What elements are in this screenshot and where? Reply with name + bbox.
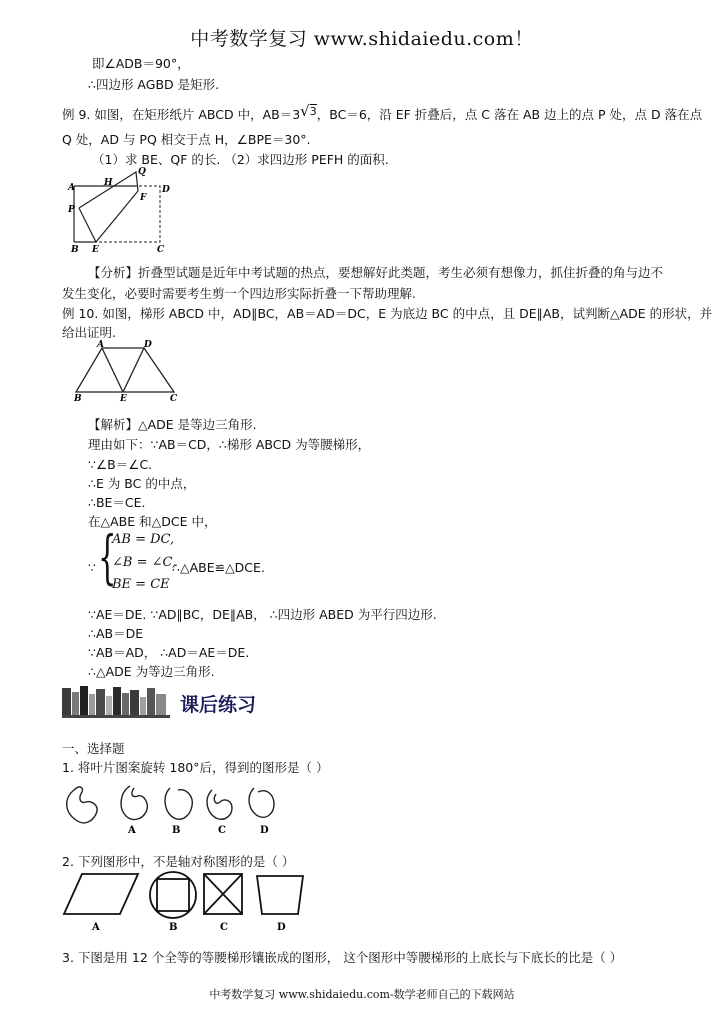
question-1: 1. 将叶片图案旋转 180°后，得到的图形是（ ） (62, 760, 329, 775)
fig9-label: A (68, 183, 75, 193)
system-eq-2: ∠B = ∠C, (112, 555, 177, 570)
figure-folded-rectangle (62, 164, 186, 258)
solution-line: ∵AB＝AD， ∴AD＝AE＝DE. (88, 645, 250, 660)
fig10-label: C (170, 394, 178, 402)
fig9-label: D (162, 185, 170, 195)
example-9-text-b: ，BC＝6，沿 EF 折叠后，点 C 落在 AB 边上的点 P 处，点 D 落在点 (316, 107, 703, 122)
text-line: ∴四边形 AGBD 是矩形. (88, 77, 220, 92)
sqrt-argument: 3 (309, 105, 317, 118)
option-label: B (172, 825, 181, 836)
brace: { (98, 523, 117, 591)
fig9-label: Q (138, 167, 146, 177)
fig9-label: C (157, 245, 165, 255)
solution-line: 【解析】△ADE 是等边三角形. (88, 417, 257, 432)
leaf-option-d-icon (249, 788, 274, 817)
fig10-label: E (120, 394, 127, 402)
trapezoid-icon (257, 876, 303, 914)
fig9-label: H (104, 178, 113, 188)
option-label: A (92, 922, 100, 933)
fig9-label: E (92, 245, 99, 255)
solution-line: 理由如下：∵AB＝CD，∴梯形 ABCD 为等腰梯形， (88, 437, 371, 452)
example-9-line-3: （1）求 BE、QF 的长. （2）求四边形 PEFH 的面积. (92, 152, 389, 167)
option-label: C (218, 825, 226, 836)
leaf-original-icon (67, 787, 97, 823)
solution-line: ∴△ADE 为等边三角形. (88, 664, 215, 679)
leaf-option-a-icon (121, 786, 147, 819)
question-2: 2. 下列图形中，不是轴对称图形的是（ ） (62, 854, 295, 869)
option-label: D (277, 922, 286, 933)
fig9-label: F (140, 193, 147, 203)
exercise-heading: 一、选择题 (62, 741, 125, 756)
fig9-label: B (71, 245, 79, 255)
because-symbol: ∵ (88, 560, 96, 575)
example-9-text-a: 例 9. 如图，在矩形纸片 ABCD 中，AB＝3 (62, 107, 301, 122)
leaf-figures (62, 778, 292, 836)
solution-line: ∵∠B＝∠C. (88, 457, 153, 472)
example-10-line-2: 给出证明. (62, 325, 116, 340)
example-9-line-2: Q 处，AD 与 PQ 相交于点 H，∠BPE＝30°. (62, 132, 311, 147)
solution-line: ∵AE＝DE. ∵AD∥BC，DE∥AB， ∴四边形 ABED 为平行四边形. (88, 607, 437, 622)
solution-line: ∴BE＝CE. (88, 495, 146, 510)
section-title: 课后练习 (180, 694, 257, 716)
system-eq-3: BE = CE (112, 577, 170, 592)
option-label: A (128, 825, 136, 836)
system-conclusion: ∴△ABE≌△DCE. (172, 560, 265, 575)
question-3: 3. 下图是用 12 个全等的等腰梯形镶嵌成的图形， 这个图形中等腰梯形的上底长与下底长的比是（ ） (62, 950, 623, 965)
example-10-line-1: 例 10. 如图，梯形 ABCD 中，AD∥BC，AB＝AD＝DC，E 为底边 BC 的中点，且 DE∥AB，试判断△ADE 的形状，并 (62, 306, 713, 321)
fig10-label: B (74, 394, 82, 402)
leaf-option-c-icon (207, 790, 232, 819)
analysis-line-1: 【分析】折叠型试题是近年中考试题的热点，要想解好此类题，考生必须有想像力，抓住折叠的角与边不 (88, 265, 664, 280)
option-label: B (169, 922, 178, 933)
example-9-line-1 (62, 102, 703, 124)
system-eq-1: AB = DC, (112, 532, 175, 547)
solution-line: ∴E 为 BC 的中点， (88, 476, 196, 491)
option-label: C (220, 922, 228, 933)
text-line: 即∠ADB＝90°， (92, 56, 190, 71)
fig10-label: A (97, 340, 104, 350)
fig10-label: D (144, 340, 152, 350)
solution-line: 在△ABE 和△DCE 中， (88, 514, 217, 529)
analysis-line-2: 发生变化，必要时需要考生剪一个四边形实际折叠一下帮助理解. (62, 286, 416, 301)
solution-line: ∴AB＝DE (88, 626, 144, 641)
parallelogram-icon (64, 874, 138, 914)
page-footer: 中考数学复习 www.shidaiedu.com-数学老师自己的下载网站 (209, 988, 515, 1001)
fig9-label: P (68, 205, 75, 215)
books-banner-icon (62, 684, 170, 718)
option-label: D (260, 825, 269, 836)
sqrt-symbol: √ (300, 102, 310, 120)
leaf-option-b-icon (165, 788, 192, 819)
page-header: 中考数学复习 www.shidaiedu.com！ (190, 28, 534, 50)
figure-trapezoid (70, 338, 182, 402)
q2-shapes (62, 870, 312, 934)
